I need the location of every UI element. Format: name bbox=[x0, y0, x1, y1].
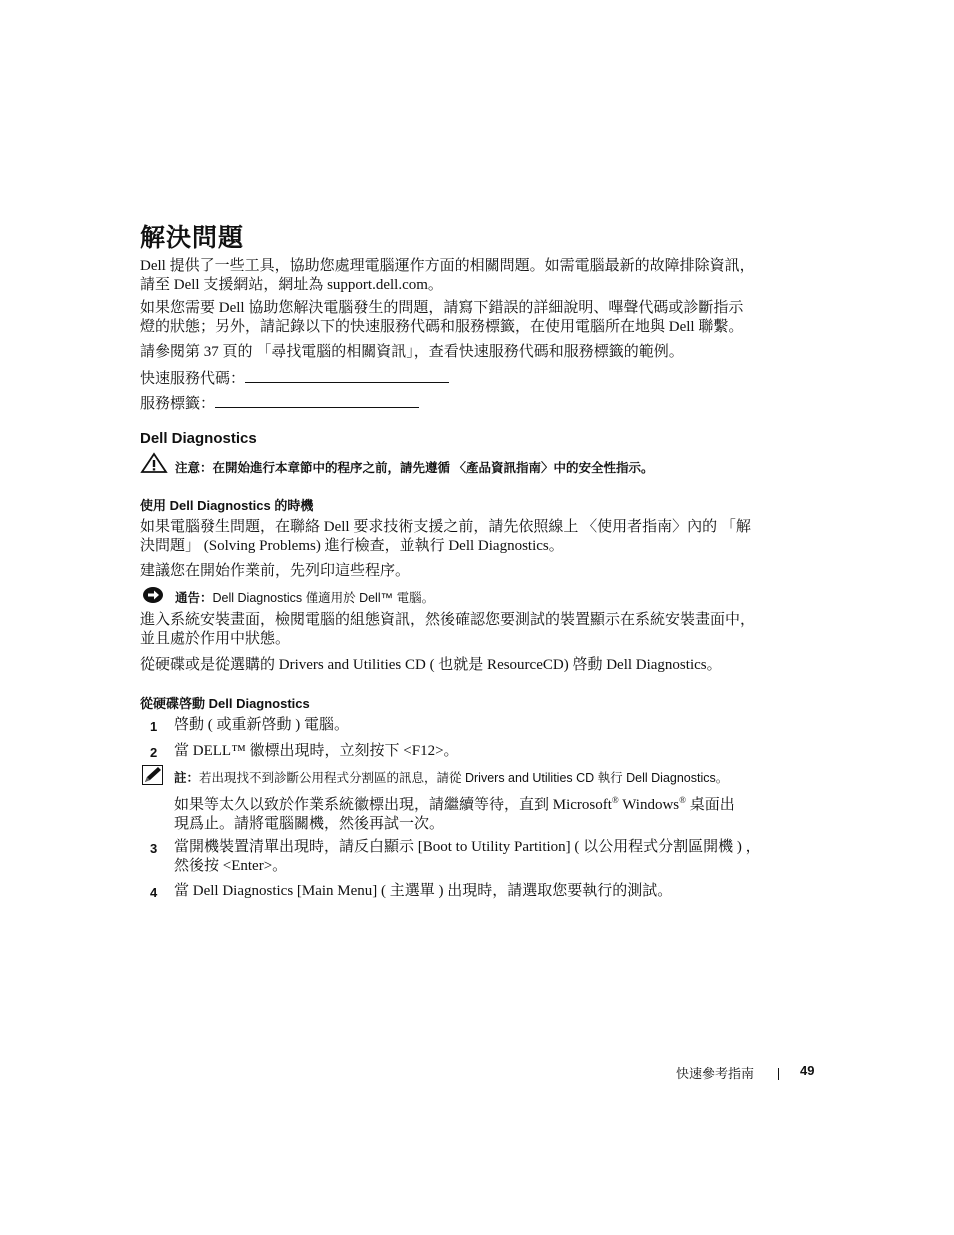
step-4-number: 4 bbox=[150, 885, 158, 900]
registered-mark: ® bbox=[611, 795, 619, 805]
caution-icon bbox=[140, 452, 168, 479]
setup-line-2: 並且處於作用中狀態。 bbox=[140, 631, 291, 647]
step-3-line-1: 當開機裝置清單出現時，請反白顯示 [Boot to Utility Partition] ( 以公用程式分割區開機 ) ， bbox=[174, 839, 761, 855]
when-line-2: 決問題」 (Solving Problems) 進行檢查，並執行 Dell Diagnostics。 bbox=[140, 538, 564, 554]
diagnostics-heading: Dell Diagnostics bbox=[140, 430, 257, 447]
when-line-1: 如果電腦發生問題，在聯絡 Dell 要求技術支援之前，請先依照線上 〈使用者指南〉內的 「解 bbox=[140, 519, 751, 535]
footer-separator bbox=[778, 1065, 779, 1083]
notice-label: 通告： bbox=[175, 591, 213, 605]
step-3-text bbox=[174, 838, 761, 876]
wait-line-1 bbox=[174, 791, 735, 815]
step-4-text: 當 Dell Diagnostics [Main Menu] ( 主選單 ) 出現時，請選取您要執行的測試。 bbox=[174, 883, 673, 899]
note-text-row bbox=[174, 768, 728, 786]
service-tag-label: 服務標籤： bbox=[140, 396, 216, 412]
notice-icon bbox=[142, 586, 166, 609]
step-1-text: 啓動 ( 或重新啓動 ) 電腦。 bbox=[174, 717, 349, 733]
step-3-number: 3 bbox=[150, 841, 158, 856]
wait-paragraph bbox=[174, 791, 735, 834]
step-2-number: 2 bbox=[150, 745, 158, 760]
caution-text: 在開始進行本章節中的程序之前，請先遵循 〈產品資訊指南〉中的安全性指示。 bbox=[212, 461, 654, 475]
print-text: 建議您在開始作業前，先列印這些程序。 bbox=[140, 563, 411, 579]
express-code-blank bbox=[245, 368, 449, 383]
step-2-text: 當 DELL™ 徽標出現時，立刻按下 <F12>。 bbox=[174, 743, 459, 759]
hd-heading: 從硬碟啓動 Dell Diagnostics bbox=[140, 696, 310, 711]
setup-paragraph bbox=[140, 611, 755, 649]
contact-line-1: 如果您需要 Dell 協助您解決電腦發生的問題，請寫下錯誤的詳細說明、嗶聲代碼或診斷指示 bbox=[140, 300, 744, 316]
intro-paragraph bbox=[140, 257, 755, 295]
wait-windows: Windows bbox=[618, 797, 680, 813]
when-heading: 使用 Dell Diagnostics 的時機 bbox=[140, 498, 314, 513]
service-tag-row bbox=[140, 393, 419, 414]
caution-label: 注意： bbox=[175, 461, 213, 475]
registered-mark-2: ® bbox=[679, 795, 686, 805]
step-1-number: 1 bbox=[150, 719, 158, 734]
wait-text-1: 如果等太久以致於作業系統徽標出現，請繼續等待，直到 Microsoft bbox=[174, 797, 612, 813]
see-page-text: 請參閱第 37 頁的 「尋找電腦的相關資訊」，查看快速服務代碼和服務標籤的範例。 bbox=[140, 344, 684, 360]
setup-line-1: 進入系統安裝畫面，檢閱電腦的組態資訊，然後確認您要測試的裝置顯示在系統安裝畫面中， bbox=[140, 612, 756, 628]
notice-text: Dell Diagnostics 僅適用於 Dell™ 電腦。 bbox=[212, 591, 435, 605]
note-label: 註： bbox=[174, 771, 200, 785]
wait-text-2: 桌面出 bbox=[685, 797, 735, 813]
page-title: 解決問題 bbox=[140, 224, 245, 252]
caution-note bbox=[175, 458, 654, 476]
when-paragraph bbox=[140, 518, 751, 556]
wait-line-2: 現爲止。請將電腦關機，然後再試一次。 bbox=[174, 816, 445, 832]
intro-line-2: 請至 Dell 支援網站，網址為 support.dell.com。 bbox=[140, 277, 443, 293]
contact-paragraph bbox=[140, 299, 743, 337]
contact-line-2: 燈的狀態；另外，請記錄以下的快速服務代碼和服務標籤，在使用電腦所在地與 Dell 聯繫。 bbox=[140, 319, 744, 335]
step-3-line-2: 然後按 <Enter>。 bbox=[174, 858, 288, 874]
note-text: 若出現找不到診斷公用程式分割區的訊息，請從 Drivers and Utilities CD 執行 Dell Diagnostics。 bbox=[199, 771, 729, 785]
footer-guide-name: 快速參考指南 bbox=[676, 1066, 755, 1081]
start-text: 從硬碟或是從選購的 Drivers and Utilities CD ( 也就是 ResourceCD) 啓動 Dell Diagnostics。 bbox=[140, 657, 722, 673]
service-tag-blank bbox=[215, 393, 419, 408]
notice-note bbox=[175, 588, 434, 606]
note-pencil-icon bbox=[142, 765, 164, 790]
express-code-label: 快速服務代碼： bbox=[140, 371, 246, 387]
footer-page-number: 49 bbox=[800, 1063, 815, 1078]
express-code-row bbox=[140, 368, 449, 389]
intro-line-1: Dell 提供了一些工具，協助您處理電腦運作方面的相關問題。如需電腦最新的故障排除資訊， bbox=[140, 258, 755, 274]
